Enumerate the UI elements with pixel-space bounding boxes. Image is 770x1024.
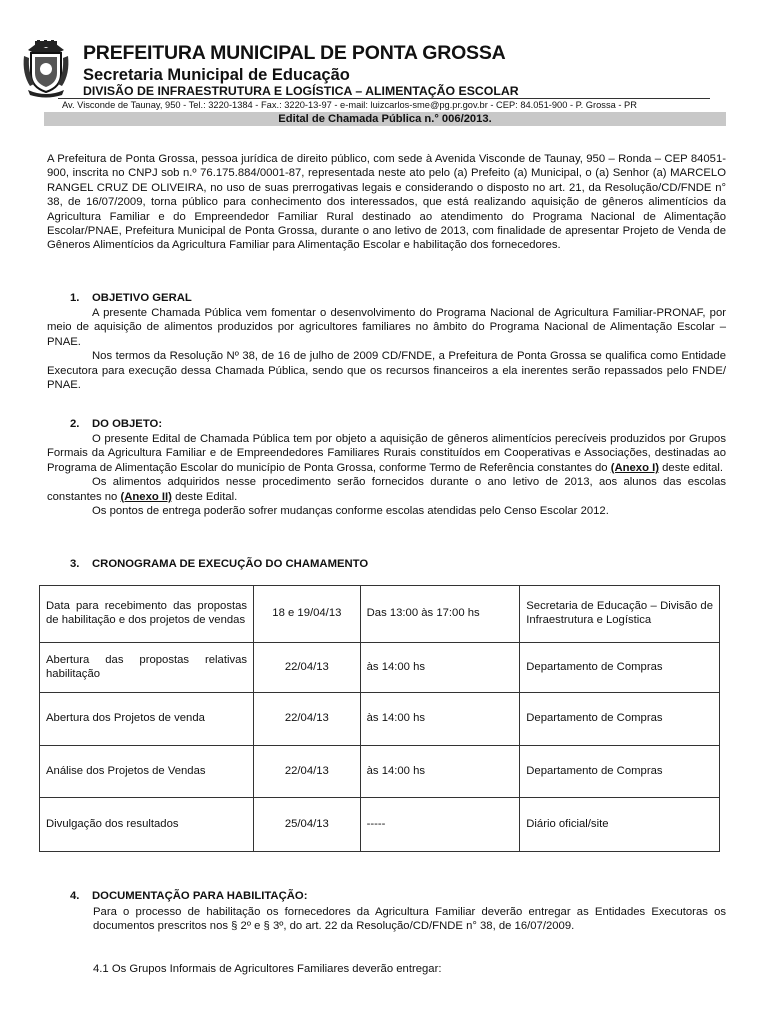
subsection-4-1: 4.1 Os Grupos Informais de Agricultores Familiares deverão entregar: [93,963,442,975]
table-row [40,746,720,798]
table-cell: Abertura dos Projetos de venda [40,693,254,746]
section-title: OBJETIVO GERAL [92,292,192,304]
schedule-table [39,585,720,852]
section-2-heading [70,418,162,430]
table-cell: 22/04/13 [254,746,361,798]
header-divider [58,98,710,99]
table-cell: Abertura das propostas relativas habilitação [40,643,254,693]
paragraph: Os alimentos adquiridos nesse procedimento serão fornecidos durante o ano letivo de 2013, aos alunos das escolas constantes no (Anexo II) deste Edital. [47,476,726,503]
section-4-body: Para o processo de habilitação os fornecedores da Agricultura Familiar deverão entregar as Entidades Executoras os documentos prescritos nos § 2º e § 3º, do art. 22 da Resolução/CD/FNDE n° 38, de 16/07/2009. [93,906,726,933]
annex-reference: (Anexo II) [120,490,172,503]
section-title: CRONOGRAMA DE EXECUÇÃO DO CHAMAMENTO [92,558,369,570]
section-2-body [47,432,726,518]
section-title: DOCUMENTAÇÃO PARA HABILITAÇÃO: [92,890,308,902]
table-cell: às 14:00 hs [360,643,520,693]
table-cell: às 14:00 hs [360,693,520,746]
table-row [40,798,720,852]
table-cell: Divulgação dos resultados [40,798,254,852]
table-row [40,693,720,746]
table-cell: 25/04/13 [254,798,361,852]
table-cell: Data para recebimento das propostas de habilitação e dos projetos de vendas [40,586,254,643]
table-cell: 18 e 19/04/13 [254,586,361,643]
table-cell: Análise dos Projetos de Vendas [40,746,254,798]
section-4-heading [70,890,307,902]
table-cell: Departamento de Compras [520,746,720,798]
paragraph: Nos termos da Resolução Nº 38, de 16 de julho de 2009 CD/FNDE, a Prefeitura de Ponta Grossa se qualifica como Entidade Executora para execução dessa Chamada Pública, sendo que os recursos financeiros a ela inerentes serão repassados pelo FNDE/ PNAE. [47,350,726,392]
intro-paragraph: A Prefeitura de Ponta Grossa, pessoa jurídica de direito público, com sede à Avenida Visconde de Taunay, 950 – Ronda – CEP 84051-900, inscrita no CNPJ sob n.º 76.175.884/0001-87, representada neste ato pelo (a) Prefeito (a) Municipal, o (a) Senhor (a) MARCELO RANGEL CRUZ DE OLIVEIRA, no uso de suas prerrogativas legais e considerando o disposto no art. 21, da Resolução/CD/FNDE n° 38, de 16/07/2009, torna público para conhecimento dos interessados, que está realizando aquisição de gêneros alimentícios da Agricultura Familiar e do Empreendedor Familiar Rural destinado ao atendimento do Programa Nacional de Alimentação Escolar/PNAE, Prefeitura Municipal de Ponta Grossa, durante o ano letivo de 2013, com finalidade de apresentar Projeto de Venda de Gêneros Alimentícios da Agricultura Familiar para Alimentação Escolar e habilitação dos fornecedores. [47,153,726,252]
table-cell: ----- [360,798,520,852]
annex-reference: (Anexo I) [610,461,660,474]
section-number: 3. [70,558,80,570]
municipality-title: PREFEITURA MUNICIPAL DE PONTA GROSSA [83,42,506,64]
section-number: 2. [70,418,80,430]
paragraph: O presente Edital de Chamada Pública tem por objeto a aquisição de gêneros alimentícios perecíveis produzidos por Grupos Formais da Agricultura Familiar e de Empreendedores Familiares Rurais constituídos em Cooperativas e Associações, destinadas ao Programa de Alimentação Escolar do município de Ponta Grossa, conforme Termo de Referência constantes do (Anexo I) deste edital. [47,433,726,474]
secretariat-subtitle: Secretaria Municipal de Educação [83,66,350,84]
table-cell: Departamento de Compras [520,693,720,746]
section-title: DO OBJETO: [92,418,163,430]
section-number: 1. [70,292,80,304]
edital-title: Edital de Chamada Pública n.° 006/2013. [44,112,726,126]
coat-of-arms-icon [22,40,70,98]
table-cell: 22/04/13 [254,693,361,746]
table-cell: Das 13:00 às 17:00 hs [360,586,520,643]
table-cell: Secretaria de Educação – Divisão de Infraestrutura e Logística [520,586,720,643]
section-3-heading [70,558,368,570]
table-row [40,586,720,643]
table-cell: Departamento de Compras [520,643,720,693]
division-name: DIVISÃO DE INFRAESTRUTURA E LOGÍSTICA – ALIMENTAÇÃO ESCOLAR [83,84,519,98]
table-cell: às 14:00 hs [360,746,520,798]
address-line: Av. Visconde de Taunay, 950 - Tel.: 3220-1384 - Fax.: 3220-13-97 - e-mail: luizcarlos-sme@pg.pr.gov.br - CEP: 84.051-900 - P. Grossa - PR [62,100,637,110]
table-cell: Diário oficial/site [520,798,720,852]
section-1-body [47,306,726,392]
section-number: 4. [70,890,80,902]
table-row [40,643,720,693]
table-cell: 22/04/13 [254,643,361,693]
section-1-heading [70,292,192,304]
paragraph: Os pontos de entrega poderão sofrer mudanças conforme escolas atendidas pelo Censo Escolar 2012. [92,505,609,518]
paragraph: A presente Chamada Pública vem fomentar o desenvolvimento do Programa Nacional de Agricultura Familiar-PRONAF, por meio de aquisição de alimentos produzidos por agricultores familiares no âmbito do Programa Nacional de Alimentação Escolar – PNAE. [47,307,726,348]
